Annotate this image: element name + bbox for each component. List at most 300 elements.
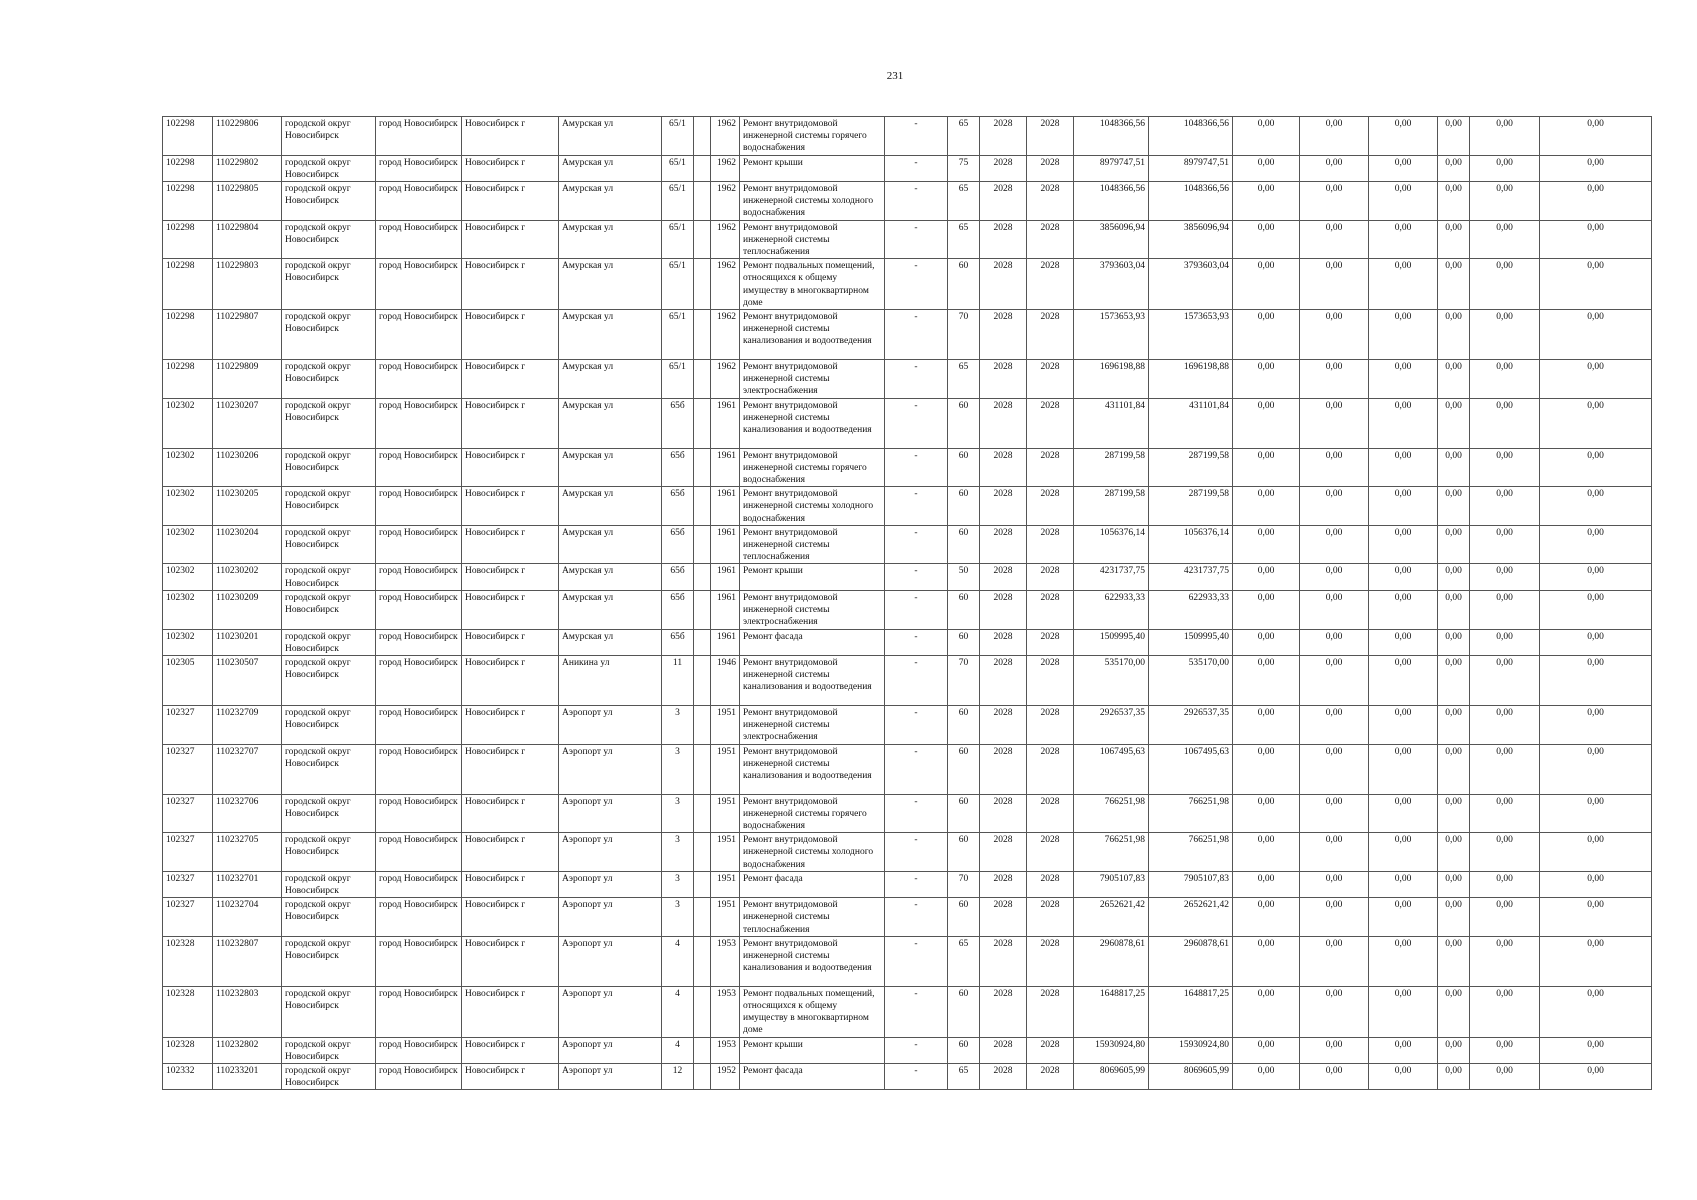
cell-municipal-district: городской округ Новосибирск	[282, 487, 376, 526]
cell-cost-regional-program: 1048366,56	[1149, 117, 1233, 156]
cell-plan-year-end: 2028	[1027, 487, 1074, 526]
cell-house-number: 65б	[662, 629, 694, 655]
table-row	[163, 794, 1652, 833]
cell-street: Амурская ул	[559, 117, 662, 156]
cell-plan-year-start: 2028	[980, 898, 1027, 937]
cell-house-number: 3	[662, 794, 694, 833]
cell-building-letter	[694, 744, 711, 794]
cell-object-code: 102302	[163, 629, 213, 655]
cell-funding-local: 0,00	[1369, 525, 1438, 564]
cell-cost-regional-program: 1648817,25	[1149, 986, 1233, 1037]
cell-funding-federal: 0,00	[1233, 220, 1300, 259]
cell-object-code: 102327	[163, 744, 213, 794]
cell-work-type: Ремонт внутридомовой инженерной системы горячего водоснабжения	[740, 794, 885, 833]
cell-locality: Новосибирск г	[462, 398, 559, 448]
cell-object-code: 102328	[163, 1037, 213, 1063]
cell-work-type: Ремонт фасада	[740, 871, 885, 897]
cell-municipal-district: городской округ Новосибирск	[282, 898, 376, 937]
cell-plan-year-end: 2028	[1027, 705, 1074, 744]
cell-unit: -	[885, 629, 948, 655]
cell-plan-year-end: 2028	[1027, 398, 1074, 448]
cell-cost-regional-program: 1056376,14	[1149, 525, 1233, 564]
cell-unit: -	[885, 590, 948, 629]
cell-locality: Новосибирск г	[462, 898, 559, 937]
cell-wear-percent: 75	[948, 155, 980, 181]
cell-house-number: 3	[662, 833, 694, 872]
cell-house-number: 3	[662, 705, 694, 744]
cell-house-number: 65/1	[662, 259, 694, 310]
cell-settlement: город Новосибирск	[376, 487, 462, 526]
cell-street: Амурская ул	[559, 487, 662, 526]
cell-funding-other-2: 0,00	[1540, 898, 1652, 937]
cell-funding-local: 0,00	[1369, 448, 1438, 487]
cell-funding-owners: 0,00	[1470, 220, 1540, 259]
cell-building-letter	[694, 629, 711, 655]
cell-building-letter	[694, 564, 711, 590]
cell-element-code: 110230209	[213, 590, 282, 629]
cell-funding-other-2: 0,00	[1540, 986, 1652, 1037]
cell-total-cost: 1573653,93	[1074, 310, 1149, 360]
cell-element-code: 110230202	[213, 564, 282, 590]
cell-construction-year: 1951	[711, 833, 740, 872]
cell-funding-federal: 0,00	[1233, 360, 1300, 399]
cell-plan-year-start: 2028	[980, 629, 1027, 655]
cell-funding-other-2: 0,00	[1540, 564, 1652, 590]
cell-street: Амурская ул	[559, 182, 662, 221]
table-row	[163, 182, 1652, 221]
cell-construction-year: 1961	[711, 487, 740, 526]
cell-funding-owners: 0,00	[1470, 487, 1540, 526]
cell-wear-percent: 70	[948, 310, 980, 360]
cell-object-code: 102332	[163, 1063, 213, 1089]
cell-wear-percent: 65	[948, 220, 980, 259]
cell-funding-other-1: 0,00	[1438, 936, 1470, 986]
cell-building-letter	[694, 117, 711, 156]
cell-locality: Новосибирск г	[462, 986, 559, 1037]
cell-plan-year-end: 2028	[1027, 155, 1074, 181]
cell-total-cost: 2926537,35	[1074, 705, 1149, 744]
cell-funding-other-2: 0,00	[1540, 833, 1652, 872]
cell-cost-regional-program: 1067495,63	[1149, 744, 1233, 794]
cell-object-code: 102302	[163, 564, 213, 590]
cell-construction-year: 1951	[711, 744, 740, 794]
cell-cost-regional-program: 766251,98	[1149, 794, 1233, 833]
cell-funding-other-2: 0,00	[1540, 525, 1652, 564]
cell-element-code: 110230507	[213, 655, 282, 705]
cell-wear-percent: 60	[948, 590, 980, 629]
cell-plan-year-start: 2028	[980, 986, 1027, 1037]
cell-funding-other-2: 0,00	[1540, 1063, 1652, 1089]
cell-building-letter	[694, 794, 711, 833]
cell-funding-regional: 0,00	[1300, 1063, 1369, 1089]
cell-funding-federal: 0,00	[1233, 448, 1300, 487]
cell-funding-federal: 0,00	[1233, 182, 1300, 221]
cell-funding-other-1: 0,00	[1438, 1037, 1470, 1063]
cell-funding-other-2: 0,00	[1540, 655, 1652, 705]
cell-settlement: город Новосибирск	[376, 564, 462, 590]
cell-element-code: 110229807	[213, 310, 282, 360]
cell-municipal-district: городской округ Новосибирск	[282, 398, 376, 448]
cell-total-cost: 431101,84	[1074, 398, 1149, 448]
cell-funding-other-1: 0,00	[1438, 259, 1470, 310]
cell-house-number: 65/1	[662, 182, 694, 221]
cell-element-code: 110232803	[213, 986, 282, 1037]
cell-settlement: город Новосибирск	[376, 655, 462, 705]
cell-funding-other-2: 0,00	[1540, 259, 1652, 310]
cell-locality: Новосибирск г	[462, 794, 559, 833]
cell-municipal-district: городской округ Новосибирск	[282, 117, 376, 156]
cell-plan-year-end: 2028	[1027, 590, 1074, 629]
cell-object-code: 102298	[163, 360, 213, 399]
cell-funding-owners: 0,00	[1470, 259, 1540, 310]
cell-funding-owners: 0,00	[1470, 936, 1540, 986]
cell-plan-year-end: 2028	[1027, 564, 1074, 590]
cell-plan-year-end: 2028	[1027, 655, 1074, 705]
table-row	[163, 898, 1652, 937]
cell-work-type: Ремонт крыши	[740, 155, 885, 181]
table-row	[163, 220, 1652, 259]
cell-street: Амурская ул	[559, 155, 662, 181]
cell-plan-year-end: 2028	[1027, 360, 1074, 399]
cell-funding-regional: 0,00	[1300, 794, 1369, 833]
cell-funding-other-2: 0,00	[1540, 117, 1652, 156]
cell-plan-year-start: 2028	[980, 794, 1027, 833]
cell-wear-percent: 60	[948, 629, 980, 655]
cell-funding-regional: 0,00	[1300, 220, 1369, 259]
cell-building-letter	[694, 448, 711, 487]
cell-cost-regional-program: 1696198,88	[1149, 360, 1233, 399]
cell-work-type: Ремонт подвальных помещений, относящихся к общему имуществу в многоквартирном доме	[740, 986, 885, 1037]
cell-municipal-district: городской округ Новосибирск	[282, 182, 376, 221]
cell-street: Амурская ул	[559, 448, 662, 487]
cell-funding-regional: 0,00	[1300, 487, 1369, 526]
cell-total-cost: 1696198,88	[1074, 360, 1149, 399]
cell-construction-year: 1953	[711, 936, 740, 986]
cell-funding-local: 0,00	[1369, 898, 1438, 937]
cell-funding-federal: 0,00	[1233, 744, 1300, 794]
table-row	[163, 936, 1652, 986]
cell-funding-federal: 0,00	[1233, 898, 1300, 937]
cell-plan-year-start: 2028	[980, 655, 1027, 705]
cell-plan-year-start: 2028	[980, 398, 1027, 448]
cell-locality: Новосибирск г	[462, 564, 559, 590]
cell-building-letter	[694, 487, 711, 526]
cell-municipal-district: городской округ Новосибирск	[282, 629, 376, 655]
cell-funding-local: 0,00	[1369, 360, 1438, 399]
cell-funding-regional: 0,00	[1300, 259, 1369, 310]
cell-cost-regional-program: 2926537,35	[1149, 705, 1233, 744]
cell-funding-regional: 0,00	[1300, 155, 1369, 181]
cell-municipal-district: городской округ Новосибирск	[282, 871, 376, 897]
cell-house-number: 65б	[662, 564, 694, 590]
cell-construction-year: 1951	[711, 898, 740, 937]
cell-locality: Новосибирск г	[462, 310, 559, 360]
cell-element-code: 110232701	[213, 871, 282, 897]
cell-construction-year: 1961	[711, 629, 740, 655]
cell-plan-year-end: 2028	[1027, 525, 1074, 564]
cell-total-cost: 8069605,99	[1074, 1063, 1149, 1089]
cell-funding-federal: 0,00	[1233, 655, 1300, 705]
cell-locality: Новосибирск г	[462, 487, 559, 526]
table-row	[163, 871, 1652, 897]
cell-construction-year: 1962	[711, 182, 740, 221]
cell-street: Аэропорт ул	[559, 833, 662, 872]
cell-street: Аэропорт ул	[559, 1037, 662, 1063]
cell-street: Аэропорт ул	[559, 794, 662, 833]
cell-funding-federal: 0,00	[1233, 794, 1300, 833]
cell-building-letter	[694, 259, 711, 310]
cell-construction-year: 1962	[711, 117, 740, 156]
cell-work-type: Ремонт фасада	[740, 1063, 885, 1089]
cell-funding-federal: 0,00	[1233, 936, 1300, 986]
cell-construction-year: 1962	[711, 310, 740, 360]
cell-cost-regional-program: 622933,33	[1149, 590, 1233, 629]
cell-funding-other-1: 0,00	[1438, 590, 1470, 629]
table-row	[163, 590, 1652, 629]
cell-funding-other-1: 0,00	[1438, 564, 1470, 590]
cell-house-number: 65/1	[662, 360, 694, 399]
cell-municipal-district: городской округ Новосибирск	[282, 794, 376, 833]
cell-construction-year: 1951	[711, 871, 740, 897]
cell-locality: Новосибирск г	[462, 590, 559, 629]
table-row	[163, 360, 1652, 399]
cell-plan-year-end: 2028	[1027, 259, 1074, 310]
cell-funding-other-1: 0,00	[1438, 448, 1470, 487]
cell-funding-local: 0,00	[1369, 310, 1438, 360]
cell-house-number: 65б	[662, 448, 694, 487]
cell-element-code: 110230207	[213, 398, 282, 448]
cell-unit: -	[885, 898, 948, 937]
cell-funding-other-1: 0,00	[1438, 117, 1470, 156]
cell-building-letter	[694, 898, 711, 937]
cell-funding-owners: 0,00	[1470, 117, 1540, 156]
cell-funding-local: 0,00	[1369, 1037, 1438, 1063]
cell-plan-year-end: 2028	[1027, 794, 1074, 833]
cell-work-type: Ремонт подвальных помещений, относящихся к общему имуществу в многоквартирном доме	[740, 259, 885, 310]
cell-work-type: Ремонт внутридомовой инженерной системы теплоснабжения	[740, 220, 885, 259]
cell-funding-federal: 0,00	[1233, 259, 1300, 310]
cell-settlement: город Новосибирск	[376, 220, 462, 259]
cell-settlement: город Новосибирск	[376, 705, 462, 744]
cell-element-code: 110229806	[213, 117, 282, 156]
cell-street: Амурская ул	[559, 629, 662, 655]
cell-plan-year-start: 2028	[980, 744, 1027, 794]
cell-funding-regional: 0,00	[1300, 629, 1369, 655]
cell-funding-regional: 0,00	[1300, 525, 1369, 564]
cell-funding-regional: 0,00	[1300, 117, 1369, 156]
cell-funding-owners: 0,00	[1470, 898, 1540, 937]
cell-locality: Новосибирск г	[462, 629, 559, 655]
cell-municipal-district: городской округ Новосибирск	[282, 1063, 376, 1089]
cell-cost-regional-program: 8979747,51	[1149, 155, 1233, 181]
cell-unit: -	[885, 794, 948, 833]
cell-total-cost: 1056376,14	[1074, 525, 1149, 564]
cell-plan-year-start: 2028	[980, 360, 1027, 399]
cell-funding-owners: 0,00	[1470, 629, 1540, 655]
cell-house-number: 3	[662, 871, 694, 897]
cell-street: Амурская ул	[559, 360, 662, 399]
page-number: 231	[886, 70, 904, 82]
cell-funding-local: 0,00	[1369, 794, 1438, 833]
cell-plan-year-start: 2028	[980, 564, 1027, 590]
cell-cost-regional-program: 287199,58	[1149, 487, 1233, 526]
cell-object-code: 102328	[163, 936, 213, 986]
cell-building-letter	[694, 310, 711, 360]
cell-plan-year-end: 2028	[1027, 898, 1074, 937]
cell-funding-regional: 0,00	[1300, 871, 1369, 897]
cell-wear-percent: 70	[948, 871, 980, 897]
cell-funding-regional: 0,00	[1300, 936, 1369, 986]
cell-settlement: город Новосибирск	[376, 182, 462, 221]
cell-total-cost: 1048366,56	[1074, 182, 1149, 221]
cell-funding-other-2: 0,00	[1540, 310, 1652, 360]
cell-funding-other-1: 0,00	[1438, 794, 1470, 833]
cell-funding-other-2: 0,00	[1540, 629, 1652, 655]
cell-funding-owners: 0,00	[1470, 360, 1540, 399]
cell-funding-other-1: 0,00	[1438, 155, 1470, 181]
cell-object-code: 102327	[163, 871, 213, 897]
cell-cost-regional-program: 8069605,99	[1149, 1063, 1233, 1089]
cell-element-code: 110230206	[213, 448, 282, 487]
table-row	[163, 259, 1652, 310]
cell-municipal-district: городской округ Новосибирск	[282, 259, 376, 310]
cell-funding-local: 0,00	[1369, 629, 1438, 655]
cell-wear-percent: 60	[948, 744, 980, 794]
cell-house-number: 65б	[662, 398, 694, 448]
cell-wear-percent: 60	[948, 1037, 980, 1063]
cell-funding-other-2: 0,00	[1540, 220, 1652, 259]
cell-plan-year-start: 2028	[980, 590, 1027, 629]
cell-house-number: 3	[662, 744, 694, 794]
cell-cost-regional-program: 3793603,04	[1149, 259, 1233, 310]
cell-plan-year-start: 2028	[980, 705, 1027, 744]
cell-building-letter	[694, 1037, 711, 1063]
cell-street: Амурская ул	[559, 220, 662, 259]
table-row	[163, 833, 1652, 872]
cell-funding-owners: 0,00	[1470, 525, 1540, 564]
cell-funding-regional: 0,00	[1300, 744, 1369, 794]
cell-funding-other-1: 0,00	[1438, 360, 1470, 399]
cell-building-letter	[694, 155, 711, 181]
cell-building-letter	[694, 1063, 711, 1089]
cell-settlement: город Новосибирск	[376, 525, 462, 564]
cell-settlement: город Новосибирск	[376, 871, 462, 897]
cell-work-type: Ремонт внутридомовой инженерной системы горячего водоснабжения	[740, 448, 885, 487]
cell-funding-federal: 0,00	[1233, 155, 1300, 181]
cell-building-letter	[694, 833, 711, 872]
cell-plan-year-end: 2028	[1027, 871, 1074, 897]
cell-work-type: Ремонт внутридомовой инженерной системы канализования и водоотведения	[740, 310, 885, 360]
cell-house-number: 65б	[662, 590, 694, 629]
cell-element-code: 110229804	[213, 220, 282, 259]
cell-total-cost: 766251,98	[1074, 794, 1149, 833]
cell-unit: -	[885, 744, 948, 794]
cell-object-code: 102328	[163, 986, 213, 1037]
cell-funding-federal: 0,00	[1233, 986, 1300, 1037]
cell-house-number: 65/1	[662, 155, 694, 181]
cell-street: Амурская ул	[559, 398, 662, 448]
cell-funding-federal: 0,00	[1233, 310, 1300, 360]
cell-funding-federal: 0,00	[1233, 487, 1300, 526]
cell-settlement: город Новосибирск	[376, 117, 462, 156]
cell-street: Амурская ул	[559, 259, 662, 310]
cell-construction-year: 1961	[711, 398, 740, 448]
cell-municipal-district: городской округ Новосибирск	[282, 655, 376, 705]
cell-funding-owners: 0,00	[1470, 564, 1540, 590]
cell-building-letter	[694, 398, 711, 448]
cell-element-code: 110232704	[213, 898, 282, 937]
cell-locality: Новосибирск г	[462, 871, 559, 897]
cell-house-number: 4	[662, 1037, 694, 1063]
cell-funding-regional: 0,00	[1300, 182, 1369, 221]
cell-house-number: 4	[662, 936, 694, 986]
cell-funding-local: 0,00	[1369, 590, 1438, 629]
cell-locality: Новосибирск г	[462, 525, 559, 564]
cell-wear-percent: 60	[948, 833, 980, 872]
cell-work-type: Ремонт внутридомовой инженерной системы электроснабжения	[740, 705, 885, 744]
table-row	[163, 629, 1652, 655]
table-row	[163, 155, 1652, 181]
cell-house-number: 65/1	[662, 310, 694, 360]
cell-settlement: город Новосибирск	[376, 398, 462, 448]
cell-plan-year-start: 2028	[980, 487, 1027, 526]
cell-object-code: 102327	[163, 705, 213, 744]
cell-total-cost: 8979747,51	[1074, 155, 1149, 181]
cell-total-cost: 287199,58	[1074, 487, 1149, 526]
cell-work-type: Ремонт фасада	[740, 629, 885, 655]
cell-unit: -	[885, 1063, 948, 1089]
cell-work-type: Ремонт внутридомовой инженерной системы электроснабжения	[740, 590, 885, 629]
cell-settlement: город Новосибирск	[376, 590, 462, 629]
cell-locality: Новосибирск г	[462, 744, 559, 794]
cell-funding-federal: 0,00	[1233, 117, 1300, 156]
cell-total-cost: 15930924,80	[1074, 1037, 1149, 1063]
cell-funding-owners: 0,00	[1470, 833, 1540, 872]
cell-plan-year-end: 2028	[1027, 220, 1074, 259]
cell-funding-other-1: 0,00	[1438, 744, 1470, 794]
cell-municipal-district: городской округ Новосибирск	[282, 155, 376, 181]
cell-plan-year-start: 2028	[980, 448, 1027, 487]
cell-funding-other-2: 0,00	[1540, 1037, 1652, 1063]
cell-funding-owners: 0,00	[1470, 1063, 1540, 1089]
cell-construction-year: 1962	[711, 155, 740, 181]
cell-funding-local: 0,00	[1369, 117, 1438, 156]
table-row	[163, 525, 1652, 564]
cell-element-code: 110229809	[213, 360, 282, 399]
cell-locality: Новосибирск г	[462, 360, 559, 399]
cell-settlement: город Новосибирск	[376, 259, 462, 310]
cell-building-letter	[694, 525, 711, 564]
table-row	[163, 744, 1652, 794]
cell-funding-other-2: 0,00	[1540, 794, 1652, 833]
cell-municipal-district: городской округ Новосибирск	[282, 590, 376, 629]
cell-funding-other-1: 0,00	[1438, 705, 1470, 744]
cell-element-code: 110232709	[213, 705, 282, 744]
cell-total-cost: 3856096,94	[1074, 220, 1149, 259]
table-row	[163, 117, 1652, 156]
cell-locality: Новосибирск г	[462, 705, 559, 744]
cell-building-letter	[694, 986, 711, 1037]
cell-object-code: 102298	[163, 310, 213, 360]
cell-plan-year-start: 2028	[980, 1063, 1027, 1089]
cell-funding-owners: 0,00	[1470, 310, 1540, 360]
cell-funding-local: 0,00	[1369, 705, 1438, 744]
cell-wear-percent: 60	[948, 525, 980, 564]
cell-construction-year: 1953	[711, 1037, 740, 1063]
cell-work-type: Ремонт внутридомовой инженерной системы холодного водоснабжения	[740, 487, 885, 526]
cell-plan-year-start: 2028	[980, 833, 1027, 872]
cell-construction-year: 1962	[711, 259, 740, 310]
